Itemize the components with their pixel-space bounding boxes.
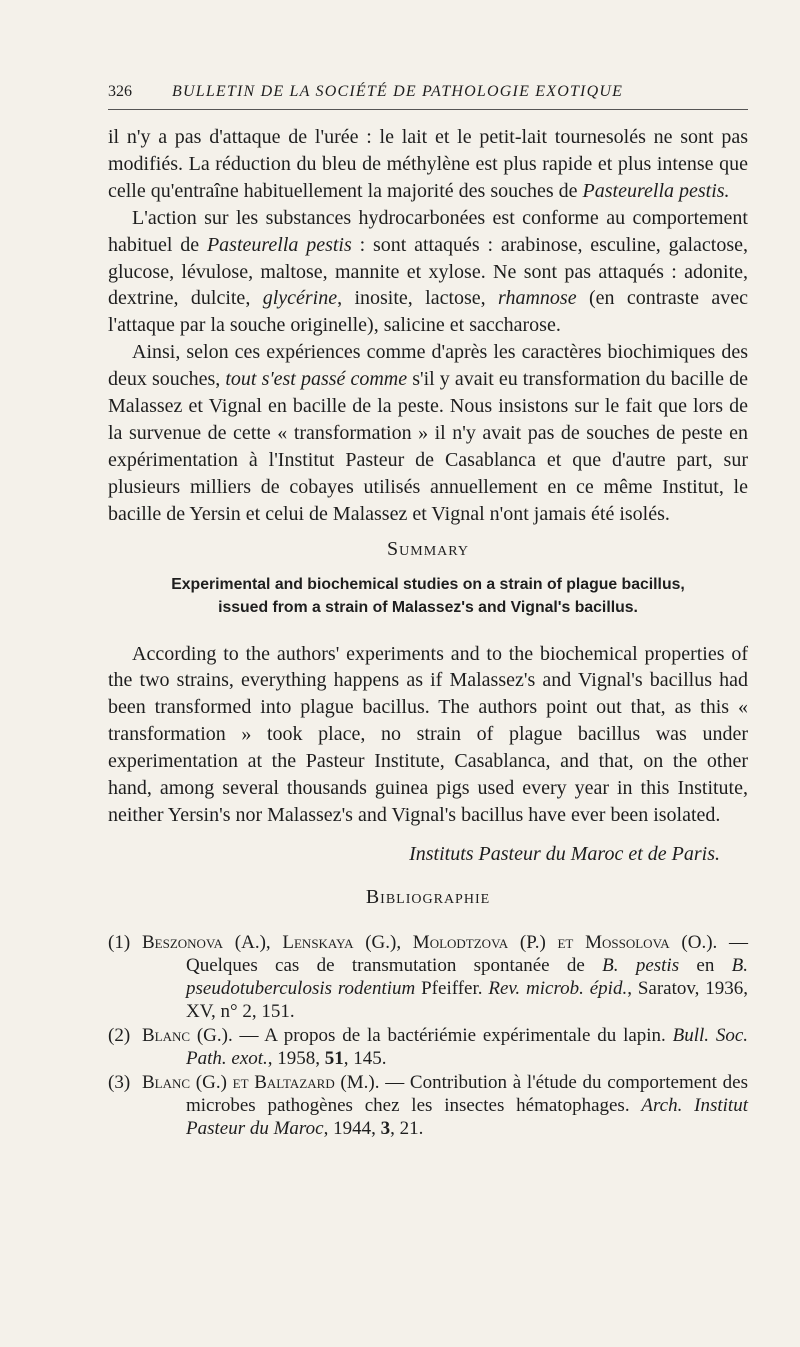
- article-body: [108, 124, 748, 1141]
- affiliation: Instituts Pasteur du Maroc et de Paris.: [409, 842, 720, 865]
- paragraph-3: Ainsi, selon ces expériences comme d'après les caractères biochimiques des deux souches, tout s'est passé comme s'il y avait eu transformation du bacille de Malassez et Vignal en bacille de la peste. Nous insistons sur le fait que lors de la survenue de cette « transformation » il n'y avait pas de souches de peste en expérimentation à l'Institut Pasteur de Casablanca et que d'autre part, sur plusieurs milliers de cobayes utilisés annuellement en ce même Institut, le bacille de Yersin et celui de Malassez et Vignal n'ont jamais été isolés.: [108, 341, 748, 525]
- page-number: 326: [108, 83, 132, 100]
- summary-text: According to the authors' experiments and to the biochemical properties of the two strains, everything happens as if Malassez's and Vignal's bacillus had been transformed into plague bacillus. The authors point out that, as this « transformation » took place, no strain of plague bacillus was under experimentation at the Pasteur Institute, Casablanca, and that, on the other hand, among several thousands guinea pigs used every year in this Institute, neither Yersin's nor Malassez's and Vignal's bacillus have ever been isolated.: [108, 642, 748, 826]
- paragraph-2: L'action sur les substances hydrocarbonées est conforme au comportement habituel de Pasteurella pestis : sont attaqués : arabinose, esculine, galactose, glucose, lévulose, maltose, mannite et xylose. Ne sont pas attaqués : adonite, dextrine, dulcite, glycérine, inosite, lactose, rhamnose (en contraste avec l'attaque par la souche originelle), salicine et saccharose.: [108, 206, 749, 337]
- reference-item: (3) Blanc (G.) et Baltazard (M.). — Contribution à l'étude du comportement des microbes pathogènes chez les insectes hématophages. Arch. Institut Pasteur du Maroc, 1944, 3, 21.: [108, 1071, 748, 1139]
- paragraph-1: il n'y a pas d'attaque de l'urée : le lait et le petit-lait tournesolés ne sont pas modifiés. La réduction du bleu de méthylène est plus rapide et plus intense que celle qu'entraîne habituellement la majorité des souches de Pasteurella pestis.: [108, 126, 748, 202]
- reference-item: (1) Beszonova (A.), Lenskaya (G.), Molodtzova (P.) et Mossolova (O.). — Quelques cas de transmutation spontanée de B. pestis en B. pseudotuberculosis rodentium Pfeiffer. Rev. microb. épid., Saratov, 1936, XV, n° 2, 151.: [108, 931, 749, 1022]
- summary-heading: Summary: [387, 537, 469, 560]
- reference-item: (2) Blanc (G.). — A propos de la bactériémie expérimentale du lapin. Bull. Soc. Path. exot., 1958, 51, 145.: [108, 1024, 748, 1069]
- header-rule: [108, 109, 748, 110]
- summary-title: Experimental and biochemical studies on a strain of plague bacillus, issued from a strain of Malassez's and Vignal's bacillus.: [171, 575, 685, 616]
- running-title: BULLETIN DE LA SOCIÉTÉ DE PATHOLOGIE EXOTIQUE: [172, 83, 624, 100]
- bibliography-heading: Bibliographie: [365, 885, 491, 908]
